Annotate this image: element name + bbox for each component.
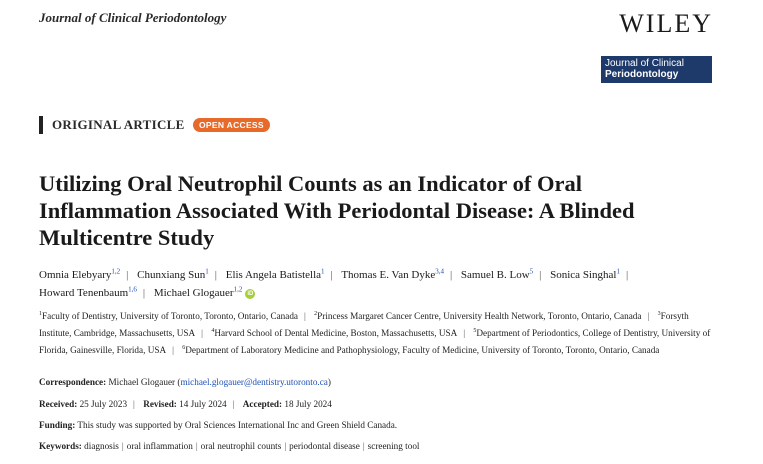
keyword[interactable]: periodontal disease — [289, 441, 360, 451]
open-access-badge[interactable]: OPEN ACCESS — [193, 118, 270, 132]
funding: Funding: This study was supported by Oral Sciences International Inc and Green Shield Canada. — [39, 420, 398, 430]
keywords: Keywords: diagnosis | oral inflammation | oral neutrophil counts | periodontal disease | screening tool — [39, 441, 420, 451]
author[interactable]: Michael Glogauer$^{1,2}$ — [153, 285, 243, 300]
email-link[interactable]: michael.glogauer@dentistry.utoronto.ca — [180, 377, 328, 387]
badge-line-2: Periodontology — [605, 69, 679, 80]
badge-line-1: Journal of Clinical — [605, 58, 684, 69]
affiliation: $^6$Department of Laboratory Medicine and Pathophysiology, Faculty of Medicine, University of Toronto, Toronto, Ontario, Canada — [182, 345, 660, 356]
affiliation: $^4$Harvard School of Dental Medicine, Boston, Massachusetts, USA — [211, 328, 458, 339]
publisher-logo: WILEY — [619, 9, 713, 38]
article-type: ORIGINAL ARTICLE — [52, 117, 185, 132]
affiliation: $^2$Princess Margaret Cancer Centre, University Health Network, Toronto, Ontario, Canada — [314, 311, 642, 322]
journal-name: Journal of Clinical Periodontology — [39, 10, 227, 25]
author[interactable]: Thomas E. Van Dyke$^{3,4}$ — [341, 267, 444, 281]
correspondence: Correspondence: Michael Glogauer (michael.glogauer@dentistry.utoronto.ca) — [39, 377, 331, 387]
author[interactable]: Howard Tenenbaum$^{1,6}$ — [39, 285, 137, 300]
orcid-icon[interactable]: iD — [247, 290, 254, 297]
keyword[interactable]: diagnosis — [84, 441, 119, 451]
affiliations: $^1$Faculty of Dentistry, University of Toronto, Toronto, Ontario, Canada | $^2$Princess Margaret Cancer Centre, University Health Network, Toronto, Ontario, Canada | $^3$Forsyth Institute, Cambridge, Massachusetts, USA | $^4$Harvard School of Dental Medicine, Boston, Massachusetts, USA | $^5$Department of Periodontics, College of Dentistry, University of Florida, Gainesville, Florida, USA | $^6$Department of Laboratory Medicine and Pathophysiology, Faculty of Medicine, University of Toronto, Toronto, Ontario, Canada — [39, 311, 711, 356]
affiliation: $^5$Department of Periodontics, College of Dentistry, University of Florida, Gainesville, Florida, USA — [39, 328, 711, 356]
journal-cover-badge — [601, 56, 712, 83]
author[interactable]: Elis Angela Batistella$^1$ — [225, 267, 325, 281]
article-type-bar — [39, 116, 43, 134]
affiliation: $^3$Forsyth Institute, Cambridge, Massachusetts, USA — [39, 311, 689, 339]
article-title: Utilizing Oral Neutrophil Counts as an Indicator of Oral Inflammation Associated With Periodontal Disease: A Blinded Multicentre Study — [39, 171, 635, 250]
keyword[interactable]: oral neutrophil counts — [200, 441, 282, 451]
author[interactable]: Omnia Elebyary$^{1,2}$ — [39, 267, 121, 281]
affiliation: $^1$Faculty of Dentistry, University of Toronto, Toronto, Ontario, Canada — [39, 311, 299, 322]
author[interactable]: Samuel B. Low$^5$ — [460, 267, 534, 281]
author[interactable]: Sonica Singhal$^1$ — [550, 267, 620, 281]
author[interactable]: Chunxiang Sun$^1$ — [137, 267, 209, 281]
keyword[interactable]: screening tool — [367, 441, 420, 451]
keyword[interactable]: oral inflammation — [126, 441, 193, 451]
history-dates: Received: 25 July 2023 | Revised: 14 July 2024 | Accepted: 18 July 2024 — [39, 399, 332, 409]
author-list: Omnia Elebyary$^{1,2}$ | Chunxiang Sun$^1$ | Elis Angela Batistella$^1$ | Thomas E. Van Dyke$^{3,4}$ | Samuel B. Low$^5$ | Sonica Singhal$^1$ | Howard Tenenbaum$^{1,6}$ | Michael Glogauer$^{1,2}$iD — [39, 267, 629, 300]
